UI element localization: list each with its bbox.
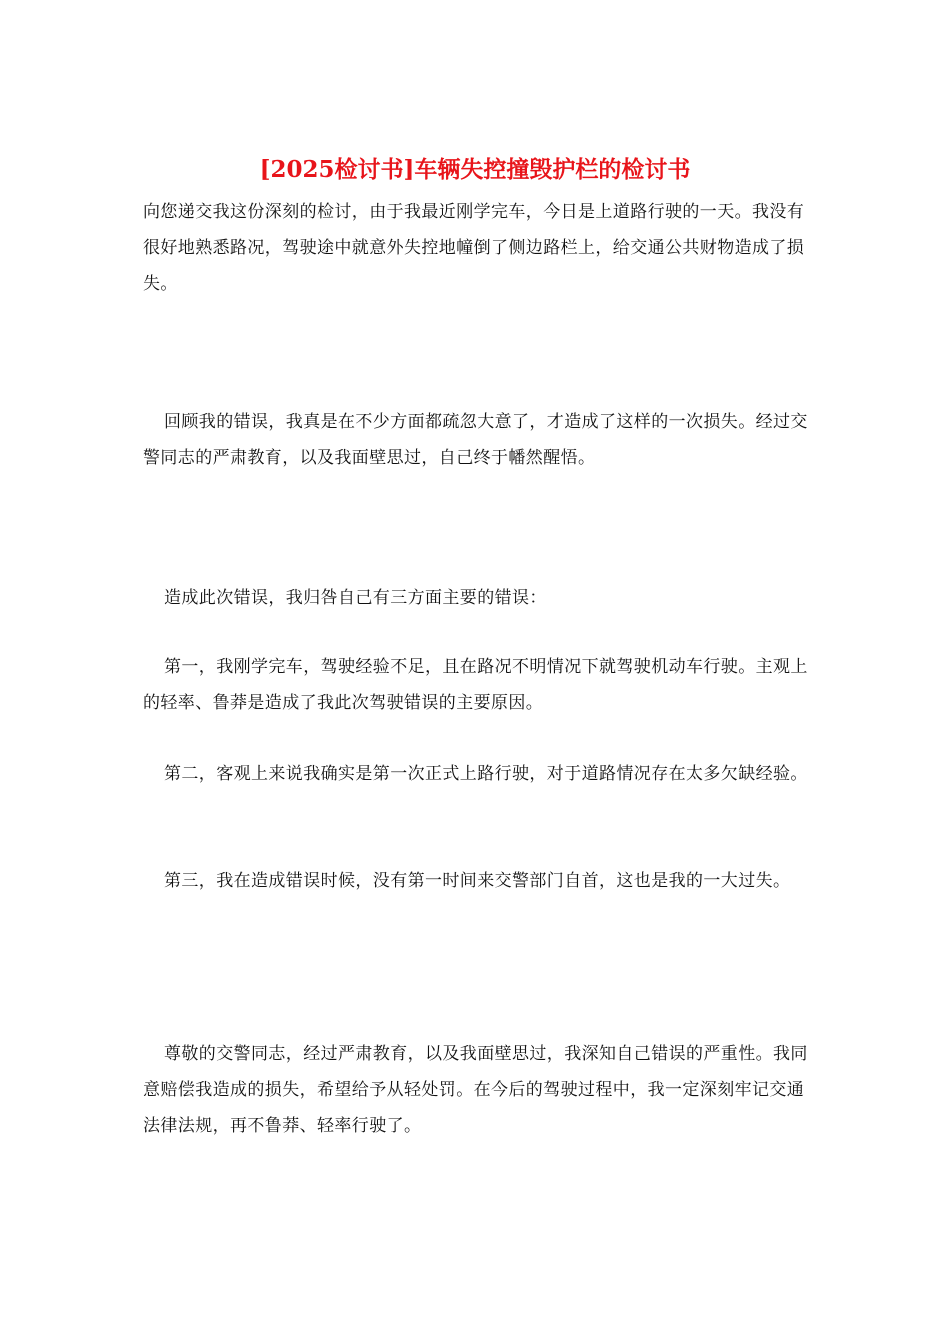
paragraph-reason-one: 第一，我刚学完车，驾驶经验不足，且在路况不明情况下就驾驶机动车行驶。主观上的轻率、鲁莽是造成了我此次驾驶错误的主要原因。 xyxy=(143,657,808,713)
paragraph-reason-three: 第三，我在造成错误时候，没有第一时间来交警部门自首，这也是我的一大过失。 xyxy=(164,871,791,891)
paragraph-review: 回顾我的错误，我真是在不少方面都疏忽大意了，才造成了这样的一次损失。经过交警同志的严肃教育，以及我面壁思过，自己终于幡然醒悟。 xyxy=(143,412,808,468)
document-title: [2025检讨书]车辆失控撞毁护栏的检讨书 xyxy=(259,156,691,183)
paragraph-reason-two: 第二，客观上来说我确实是第一次正式上路行驶，对于道路情况存在太多欠缺经验。 xyxy=(164,764,808,784)
paragraph-reasons-intro: 造成此次错误，我归咎自己有三方面主要的错误： xyxy=(164,588,547,608)
paragraph-intro: 向您递交我这份深刻的检讨，由于我最近刚学完车，今日是上道路行驶的一天。我没有很好地熟悉路况，驾驶途中就意外失控地幢倒了侧边路栏上，给交通公共财物造成了损失。 xyxy=(143,202,805,294)
paragraph-conclusion: 尊敬的交警同志，经过严肃教育，以及我面壁思过，我深知自己错误的严重性。我同意赔偿我造成的损失，希望给予从轻处罚。在今后的驾驶过程中，我一定深刻牢记交通法律法规，再不鲁莽、轻率行驶了。 xyxy=(143,1044,808,1136)
